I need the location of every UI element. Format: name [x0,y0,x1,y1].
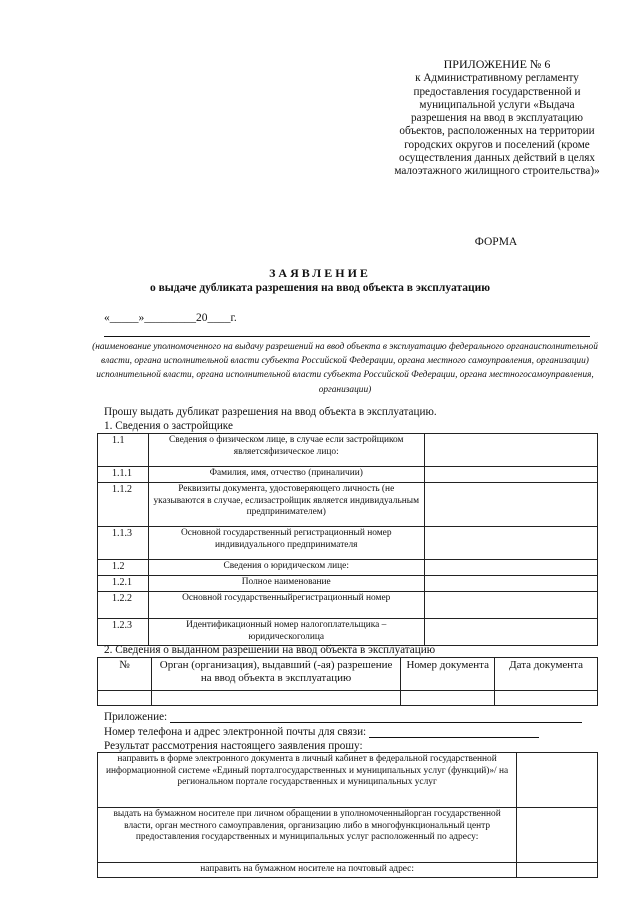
row-number: 1.1.2 [98,483,149,527]
row-label: Реквизиты документа, удостоверяющего личность (не указываются в случае, еслизастройщик является индивидуальным предпринимателем) [148,483,424,527]
row-label: Полное наименование [148,576,424,592]
result-options-table [97,752,598,878]
table-row [98,560,598,576]
contact-field[interactable] [369,726,539,738]
row-number: 1.2.3 [98,619,149,646]
table-header-row [98,658,598,691]
result-label: Результат рассмотрения настоящего заявления прошу: [104,740,363,752]
row-label: Идентификационный номер налогоплательщика – юридическоголица [148,619,424,646]
result-option-electronic: направить в форме электронного документа в личный кабинет в федеральной государственной информационной системе «Единый порталгосударственных и муниципальных услуг (функций)»/ на региональном портале государственных и муниципальных услуг [98,753,517,808]
row-value-cell[interactable] [424,434,597,467]
authority-name-line[interactable] [104,336,590,337]
row-label: Основной государственный регистрационный номер индивидуального предпринимателя [148,527,424,560]
contact-label: Номер телефона и адрес электронной почты для связи: [104,726,367,738]
section2-title: 2. Сведения о выданном разрешении на ввод объекта в эксплуатацию [104,644,436,656]
attachment-line [104,711,582,723]
table-row [98,467,598,483]
row-number: 1.2 [98,560,149,576]
section1-title: 1. Сведения о застройщике [104,420,233,432]
table-row [98,808,598,863]
column-header-doc-date: Дата документа [495,658,598,691]
cell-authority[interactable] [151,691,400,706]
appendix-heading: ПРИЛОЖЕНИЕ № 6 [443,57,551,71]
row-number: 1.2.1 [98,576,149,592]
row-label: Основной государственныйрегистрационный номер [148,592,424,619]
row-label: Фамилия, имя, отчество (приналичии) [148,467,424,483]
row-number: 1.1.3 [98,527,149,560]
cell-doc-number[interactable] [401,691,495,706]
column-header-authority: Орган (организация), выдавший (-ая) разрешение на ввод объекта в эксплуатацию [151,658,400,691]
row-value-cell[interactable] [424,592,597,619]
result-option-checkbox[interactable] [517,753,598,808]
contact-line [104,726,539,738]
table-row [98,753,598,808]
column-header-number: № [98,658,152,691]
row-label: Сведения о юридическом лице: [148,560,424,576]
table-row [98,483,598,527]
row-number: 1.2.2 [98,592,149,619]
attachment-field[interactable] [170,711,582,723]
row-value-cell[interactable] [424,527,597,560]
column-header-doc-number: Номер документа [401,658,495,691]
cell-doc-date[interactable] [495,691,598,706]
table-row [98,592,598,619]
result-option-checkbox[interactable] [517,808,598,863]
authority-note: (наименование уполномоченного на выдачу разрешений на ввод объекта в эксплуатацию федерального органаисполнительной власти, органа исполнительной власти субъекта Российской Федерации, органа местного самоуправления, организации) исполнительной власти, органа исполнительной власти субъекта Российской Федерации, органа местногосамоуправления, организации) [92,342,598,395]
result-option-mail: направить на бумажном носителе на почтовый адрес: [98,863,517,878]
row-label: Сведения о физическом лице, в случае если застройщиком являетсяфизическое лицо: [148,434,424,467]
appendix-text: к Административному регламенту предоставления государственной и муниципальной услуги «Выдача разрешения на ввод в эксплуатацию объектов, расположенных на территории городских округов и поселений (кроме осуществления данных действий в целях малоэтажного жилищного строительства)» [394,72,600,178]
document-subtitle: о выдаче дубликата разрешения на ввод объекта в эксплуатацию [149,282,491,294]
row-value-cell[interactable] [424,576,597,592]
permit-info-table [97,657,598,706]
date-field[interactable]: «_____»_________20____г. [104,312,237,324]
document-title: ЗАЯВЛЕНИЕ [269,266,371,280]
row-value-cell[interactable] [424,560,597,576]
attachment-label: Приложение: [104,711,168,723]
table-row [98,576,598,592]
form-label: ФОРМА [474,236,518,248]
table-row [98,863,598,878]
developer-info-table [97,433,598,646]
result-option-in-person: выдать на бумажном носителе при личном обращении в уполномоченныйорган государственной власти, орган местного самоуправления, организацию либо в многофункциональный центр предоставления государственных и муниципальных услуг расположенный по адресу: [98,808,517,863]
row-value-cell[interactable] [424,483,597,527]
cell-number[interactable] [98,691,152,706]
table-row [98,691,598,706]
table-row [98,619,598,646]
request-text: Прошу выдать дубликат разрешения на ввод объекта в эксплуатацию. [104,406,437,418]
result-option-checkbox[interactable] [517,863,598,878]
row-value-cell[interactable] [424,619,597,646]
table-row [98,434,598,467]
row-number: 1.1.1 [98,467,149,483]
row-value-cell[interactable] [424,467,597,483]
table-row [98,527,598,560]
row-number: 1.1 [98,434,149,467]
appendix-block [392,58,602,179]
